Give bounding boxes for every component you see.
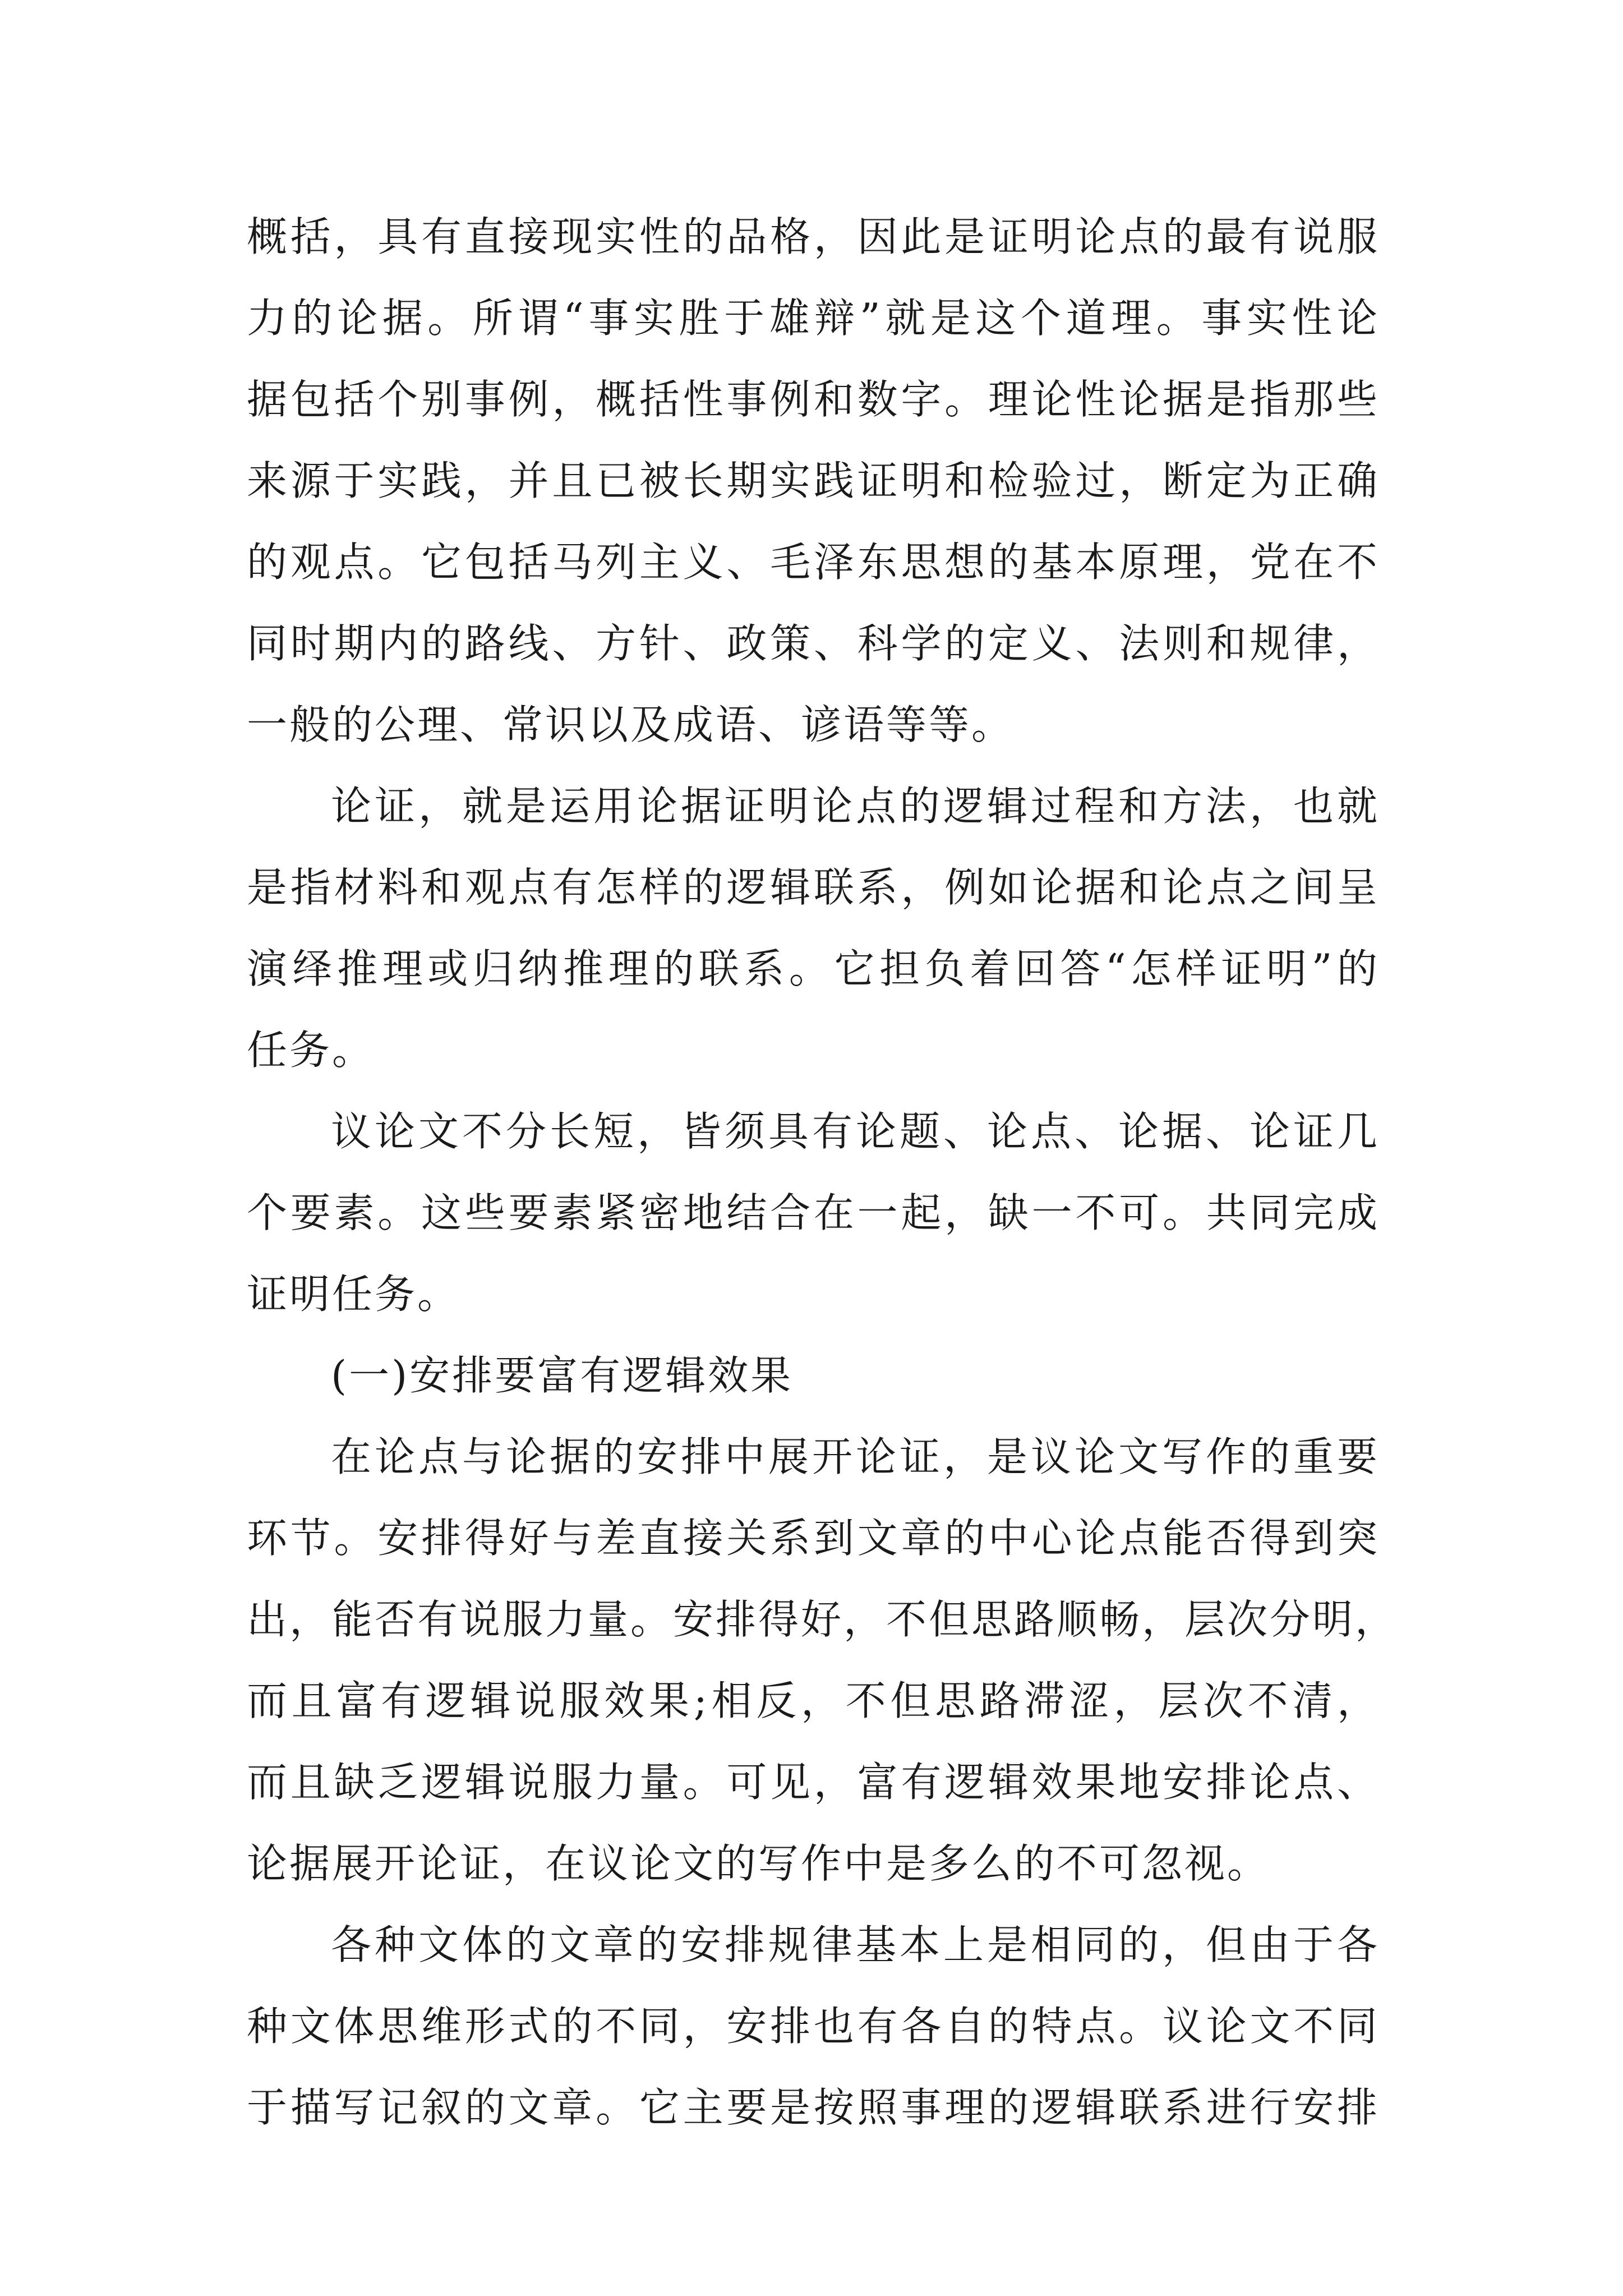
text-line: 据包括个别事例，概括性事例和数字。理论性论据是指那些 bbox=[247, 376, 1380, 423]
text-line: 来源于实践，并且已被长期实践证明和检验过，断定为正确 bbox=[247, 457, 1380, 504]
paragraph-start-line: 各种文体的文章的安排规律基本上是相同的，但由于各 bbox=[331, 1921, 1380, 1968]
text-line: 个要素。这些要素紧密地结合在一起，缺一不可。共同完成 bbox=[247, 1189, 1380, 1236]
text-line: 论据展开论证，在议论文的写作中是多么的不可忽视。 bbox=[247, 1840, 1270, 1887]
text-line: 出，能否有说服力量。安排得好，不但思路顺畅，层次分明， bbox=[247, 1596, 1398, 1643]
text-line: 而且缺乏逻辑说服力量。可见，富有逻辑效果地安排论点、 bbox=[247, 1759, 1380, 1806]
text-line: 同时期内的路线、方针、政策、科学的定义、法则和规律， bbox=[247, 620, 1380, 667]
text-line: 演绎推理或归纳推理的联系。它担负着回答“怎样证明”的 bbox=[247, 945, 1380, 992]
body-text bbox=[247, 196, 1398, 2148]
text-line: 力的论据。所谓“事实胜于雄辩”就是这个道理。事实性论 bbox=[247, 295, 1380, 342]
text-line: 是指材料和观点有怎样的逻辑联系，例如论据和论点之间呈 bbox=[247, 864, 1380, 911]
paragraph-start-line: 议论文不分长短，皆须具有论题、论点、论据、论证几 bbox=[331, 1108, 1380, 1155]
paragraph-start-line: 论证，就是运用论据证明论点的逻辑过程和方法，也就 bbox=[331, 783, 1380, 830]
section-heading: (一)安排要富有逻辑效果 bbox=[331, 1352, 794, 1399]
text-line: 概括，具有直接现实性的品格，因此是证明论点的最有说服 bbox=[247, 213, 1380, 260]
text-line: 而且富有逻辑说服效果;相反，不但思路滞涩，层次不清， bbox=[247, 1677, 1380, 1724]
text-line: 证明任务。 bbox=[247, 1271, 460, 1318]
paragraph-start-line: 在论点与论据的安排中展开论证，是议论文写作的重要 bbox=[331, 1433, 1380, 1480]
text-line: 任务。 bbox=[247, 1027, 375, 1074]
text-line: 一般的公理、常识以及成语、谚语等等。 bbox=[247, 701, 1015, 748]
text-line: 种文体思维形式的不同，安排也有各自的特点。议论文不同 bbox=[247, 2003, 1380, 2050]
text-line: 于描写记叙的文章。它主要是按照事理的逻辑联系进行安排 bbox=[247, 2084, 1380, 2131]
text-line: 的观点。它包括马列主义、毛泽东思想的基本原理，党在不 bbox=[247, 539, 1380, 586]
text-line: 环节。安排得好与差直接关系到文章的中心论点能否得到突 bbox=[247, 1515, 1380, 1562]
